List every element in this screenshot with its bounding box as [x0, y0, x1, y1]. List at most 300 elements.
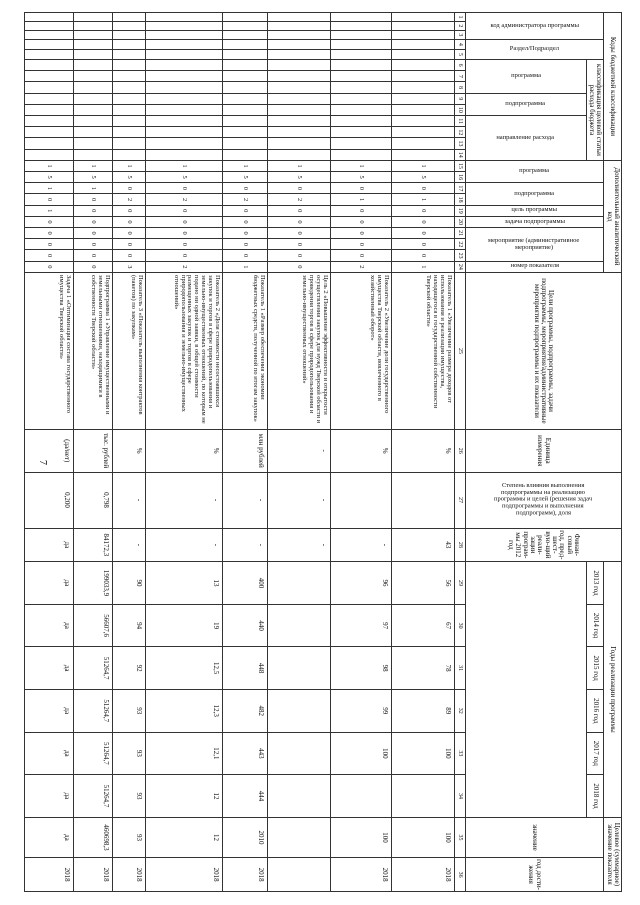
code-digit [222, 13, 267, 22]
code-digit: 0 [112, 228, 145, 239]
code-digit: 0 [391, 228, 454, 239]
column-number: 17 [454, 183, 465, 194]
row-year-value: 51264,7 [73, 689, 112, 732]
code-digit [24, 104, 73, 115]
code-digit [222, 116, 267, 127]
year-of-achievement-header: год дости-жения [465, 858, 604, 892]
row-target-year: 2018 [112, 858, 145, 892]
code-digit: 2 [145, 261, 222, 272]
year-2016-header: 2016 год [586, 689, 604, 732]
row-year-value: 440 [222, 604, 267, 647]
code-digit: 0 [145, 239, 222, 250]
row-year-value: 56607,6 [73, 604, 112, 647]
code-digit [73, 39, 112, 49]
code-digit [112, 116, 145, 127]
code-digit [391, 71, 454, 82]
code-digit: 0 [222, 183, 267, 194]
code-digit [112, 82, 145, 93]
an-program-header: программа [465, 160, 604, 182]
row-year-value: 99 [330, 689, 391, 732]
code-digit [24, 127, 73, 138]
code-digit: 0 [330, 183, 391, 194]
code-digit [267, 127, 330, 138]
code-digit: 0 [330, 239, 391, 250]
row-year-value: 443 [222, 732, 267, 775]
value-header: значение [465, 817, 604, 857]
row-year-value: 67 [391, 604, 454, 647]
row-year-value: 199033,9 [73, 562, 112, 605]
code-digit [145, 71, 222, 82]
column-number: 3 [454, 30, 465, 39]
code-digit: 0 [24, 239, 73, 250]
row-year-value: 51264,7 [73, 647, 112, 690]
row-base-year: - [145, 528, 222, 562]
code-digit: 0 [330, 228, 391, 239]
code-digit [391, 104, 454, 115]
row-year-value: 12 [145, 775, 222, 818]
expense-direction-header: направление расхода [465, 116, 586, 161]
year-2015-header: 2015 год [586, 647, 604, 690]
code-digit [24, 39, 73, 49]
column-numbers-row [454, 13, 465, 892]
code-digit [145, 93, 222, 104]
code-digit [267, 13, 330, 22]
row-target-value: 12 [145, 817, 222, 857]
row-target-value: 460698,3 [73, 817, 112, 857]
row-year-value: 448 [222, 647, 267, 690]
code-digit [145, 138, 222, 149]
code-digit: 0 [330, 250, 391, 261]
code-digit: 0 [145, 250, 222, 261]
code-digit: 2 [112, 194, 145, 205]
code-digit: 5 [24, 172, 73, 183]
code-digit [73, 49, 112, 59]
row-year-value: 93 [112, 732, 145, 775]
code-digit: 5 [145, 172, 222, 183]
code-digit [267, 104, 330, 115]
code-digit: 0 [222, 216, 267, 227]
code-digit: 0 [73, 250, 112, 261]
code-digit [391, 127, 454, 138]
code-digit [73, 93, 112, 104]
table-row [73, 13, 112, 892]
code-digit: 0 [222, 239, 267, 250]
row-contribution: - [112, 472, 145, 528]
code-digit [330, 116, 391, 127]
code-digit [391, 21, 454, 30]
row-base-year: - [330, 528, 391, 562]
code-digit [267, 93, 330, 104]
row-description: Подпрограмма 1 «Управление имущественными и земельными отношениями, находящимися в собственности Тверской области» [73, 272, 112, 429]
code-digit [73, 127, 112, 138]
code-digit: 0 [24, 194, 73, 205]
code-digit: 0 [267, 261, 330, 272]
header-row-1 [604, 13, 622, 892]
code-digit [145, 82, 222, 93]
code-digit [73, 71, 112, 82]
code-digit [73, 116, 112, 127]
row-year-value [267, 775, 330, 818]
code-digit: 0 [267, 183, 330, 194]
column-number: 2 [454, 21, 465, 30]
row-target-value: 93 [112, 817, 145, 857]
code-digit: 0 [391, 250, 454, 261]
column-number: 25 [454, 272, 465, 429]
code-digit: 0 [73, 228, 112, 239]
table-row [267, 13, 330, 892]
row-year-value: 56 [391, 562, 454, 605]
code-digit [73, 82, 112, 93]
code-digit: 1 [330, 160, 391, 171]
column-number: 14 [454, 149, 465, 160]
row-base-year: - [112, 528, 145, 562]
code-digit [222, 149, 267, 160]
code-digit: 2 [145, 194, 222, 205]
code-digit: 0 [73, 194, 112, 205]
row-year-value [267, 562, 330, 605]
an-subprogram-header: подпрограмма [465, 183, 604, 205]
an-indicator-header: номер показателя [465, 261, 604, 272]
row-description: Показатель 1 «Размер обеспечения экономии бюджетных средств, полученной по итогам закупок» [222, 272, 267, 429]
code-digit [267, 49, 330, 59]
code-digit [267, 71, 330, 82]
code-digit [24, 116, 73, 127]
row-unit: тыс. рублей [73, 429, 112, 472]
code-digit [391, 149, 454, 160]
column-number: 34 [454, 775, 465, 818]
row-year-value: 90 [112, 562, 145, 605]
row-year-value: да [24, 689, 73, 732]
row-year-value: да [24, 647, 73, 690]
row-year-value: да [24, 604, 73, 647]
code-digit: 1 [391, 160, 454, 171]
column-number: 31 [454, 647, 465, 690]
code-digit: 0 [267, 228, 330, 239]
column-number: 30 [454, 604, 465, 647]
code-digit [24, 149, 73, 160]
code-digit [112, 49, 145, 59]
code-digit [145, 21, 222, 30]
code-digit: 0 [267, 216, 330, 227]
code-digit: 0 [73, 261, 112, 272]
code-digit: 1 [73, 183, 112, 194]
row-target-year: 2018 [391, 858, 454, 892]
admin-code-header: код администратора программы [465, 13, 604, 40]
code-digit [222, 71, 267, 82]
code-digit: 0 [73, 205, 112, 216]
column-number: 24 [454, 261, 465, 272]
code-digit: 1 [222, 160, 267, 171]
table-row [145, 13, 222, 892]
row-contribution [330, 472, 391, 528]
code-digit [112, 13, 145, 22]
table-row [24, 13, 73, 892]
code-digit [145, 116, 222, 127]
code-digit: 0 [24, 216, 73, 227]
code-digit: 0 [391, 239, 454, 250]
row-description: Задача 1 «Оптимизация состава государственного имущества Тверской области» [24, 272, 73, 429]
code-digit [145, 104, 222, 115]
row-target-value [267, 817, 330, 857]
code-digit: 1 [391, 194, 454, 205]
row-year-value: 89 [391, 689, 454, 732]
code-digit [145, 60, 222, 71]
column-number: 36 [454, 858, 465, 892]
contribution-header: Степень влияния выполнения подпрограммы на реализацию программы и целей (решения задач подпрограммы и выполнения подпрограмм), доля [465, 472, 621, 528]
column-number: 11 [454, 116, 465, 127]
years-spacer [465, 562, 586, 818]
program-header: программа [465, 60, 586, 94]
row-year-value: 51264,7 [73, 775, 112, 818]
row-year-value: 12,1 [145, 732, 222, 775]
code-digit [391, 82, 454, 93]
row-year-value: 92 [112, 647, 145, 690]
column-number: 29 [454, 562, 465, 605]
code-digit [24, 49, 73, 59]
row-year-value: 78 [391, 647, 454, 690]
table-row [330, 13, 391, 892]
an-goal-header: цель программы [465, 205, 604, 216]
code-digit: 1 [24, 183, 73, 194]
code-digit: 1 [330, 194, 391, 205]
row-target-value: да [24, 817, 73, 857]
document-sheet [46, 12, 622, 892]
code-digit [267, 138, 330, 149]
row-contribution: - [267, 472, 330, 528]
code-digit [330, 21, 391, 30]
row-description: Показатель 2 «Доля стоимости несостоявшихся закупок и торгов в сфере природопользования и земельно-имущественных отношений, по которым не подано ни одной заявки, в общей стоимости размещенных закупок и торгов в сфере природопользования и земельно-имущественных отношений» [145, 272, 222, 429]
code-digit [145, 30, 222, 39]
column-number: 7 [454, 71, 465, 82]
code-digit [24, 82, 73, 93]
column-number: 8 [454, 82, 465, 93]
subprogram-header: подпрограмма [465, 93, 586, 115]
code-digit [391, 93, 454, 104]
code-digit [145, 49, 222, 59]
target-class-header: классификация целевой статьи расхода бюджета [586, 60, 604, 161]
year-2018-header: 2018 год [586, 775, 604, 818]
code-digit: 0 [24, 261, 73, 272]
row-unit: - [267, 429, 330, 472]
code-digit [222, 127, 267, 138]
column-number: 32 [454, 689, 465, 732]
code-digit [73, 60, 112, 71]
code-digit: 0 [267, 239, 330, 250]
row-year-value: 93 [112, 775, 145, 818]
column-number: 28 [454, 528, 465, 562]
column-number: 4 [454, 39, 465, 49]
table-row [391, 13, 454, 892]
column-number: 20 [454, 216, 465, 227]
an-event-header: мероприятие (административное мероприятие) [465, 228, 604, 262]
code-digit [24, 138, 73, 149]
row-contribution: - [145, 472, 222, 528]
row-year-value: 96 [330, 562, 391, 605]
code-digit [391, 60, 454, 71]
code-digit [267, 149, 330, 160]
row-year-value: 93 [112, 689, 145, 732]
row-target-value: 100 [391, 817, 454, 857]
code-digit: 0 [145, 228, 222, 239]
code-digit: 0 [24, 228, 73, 239]
row-target-year [267, 858, 330, 892]
row-year-value: 100 [330, 732, 391, 775]
code-digit [267, 60, 330, 71]
column-number: 26 [454, 429, 465, 472]
row-base-year: - [267, 528, 330, 562]
code-digit: 0 [330, 216, 391, 227]
code-digit [330, 127, 391, 138]
code-digit: 1 [24, 160, 73, 171]
column-number: 10 [454, 104, 465, 115]
code-digit: 0 [222, 205, 267, 216]
row-year-value [267, 604, 330, 647]
code-digit [24, 30, 73, 39]
code-digit [222, 60, 267, 71]
column-number: 27 [454, 472, 465, 528]
program-indicators-table [24, 12, 622, 892]
code-digit: 5 [391, 172, 454, 183]
row-year-value: 444 [222, 775, 267, 818]
row-target-value: 100 [330, 817, 391, 857]
code-digit: 0 [145, 216, 222, 227]
code-digit [112, 21, 145, 30]
rotated-table-wrapper [46, 12, 622, 892]
unit-header: Единица измерения [465, 429, 621, 472]
code-digit [24, 93, 73, 104]
code-digit [391, 49, 454, 59]
code-digit [145, 127, 222, 138]
code-digit [330, 71, 391, 82]
an-task-header: задача подпрограммы [465, 216, 604, 227]
row-year-value: 51264,7 [73, 732, 112, 775]
code-digit [24, 60, 73, 71]
row-year-value: да [24, 562, 73, 605]
code-digit: 1 [145, 160, 222, 171]
code-digit: 0 [391, 205, 454, 216]
row-year-value: 13 [145, 562, 222, 605]
code-digit: 0 [112, 205, 145, 216]
row-description: Показатель 3 «Показатель выполнения контрактов (пакетов) по закупкам» [112, 272, 145, 429]
code-digit [330, 138, 391, 149]
code-digit [267, 21, 330, 30]
code-digit: 1 [112, 160, 145, 171]
row-target-year: 2018 [24, 858, 73, 892]
code-digit: 0 [222, 228, 267, 239]
code-digit [73, 13, 112, 22]
code-digit [267, 30, 330, 39]
row-year-value: 98 [330, 647, 391, 690]
code-digit [391, 116, 454, 127]
code-digit [222, 30, 267, 39]
code-digit [391, 13, 454, 22]
code-digit [112, 60, 145, 71]
code-digit [330, 30, 391, 39]
code-digit: 1 [391, 261, 454, 272]
column-number: 19 [454, 205, 465, 216]
row-year-value: 482 [222, 689, 267, 732]
code-digit [330, 93, 391, 104]
row-unit: % [391, 429, 454, 472]
code-digit [112, 71, 145, 82]
code-digit [73, 30, 112, 39]
row-target-value: 2010 [222, 817, 267, 857]
row-description: Цель 2 «Повышение эффективности и открытости осуществления закупок для нужд Тверской области и проведения торгов в сфере природопользования и земельно-имущественных отношений» [267, 272, 330, 429]
column-number: 33 [454, 732, 465, 775]
row-year-value: 19 [145, 604, 222, 647]
row-contribution [391, 472, 454, 528]
row-target-year: 2018 [222, 858, 267, 892]
row-base-year: 84172,3 [73, 528, 112, 562]
row-unit: (да/нет) [24, 429, 73, 472]
page-number: 7 [37, 460, 48, 465]
fin-year-header: Финан-совый год, пред-шест-вую-щий реали-зации програм-мы 2012 год [465, 528, 621, 562]
code-digit: 5 [267, 172, 330, 183]
code-digit: 0 [222, 250, 267, 261]
column-number: 12 [454, 127, 465, 138]
code-digit [112, 39, 145, 49]
code-digit [330, 13, 391, 22]
code-digit [73, 21, 112, 30]
row-year-value [391, 775, 454, 818]
code-digit [24, 71, 73, 82]
code-digit: 1 [222, 261, 267, 272]
code-digit [222, 82, 267, 93]
row-description: Показатель 2 «Увеличение доли государственного имущества Тверской области, вовлеченного в хозяйственный оборот» [330, 272, 391, 429]
target-value-header: Целевое (суммарное) значение показателя [604, 817, 622, 891]
row-target-year: 2018 [145, 858, 222, 892]
code-digit [222, 49, 267, 59]
code-digit [330, 49, 391, 59]
column-number: 1 [454, 13, 465, 22]
code-digit [112, 149, 145, 160]
row-description: Показатель 1 «Увеличение размера доходов от использования и реализации имущества, находящегося в государственной собственности Тверской области» [391, 272, 454, 429]
code-digit: 1 [24, 205, 73, 216]
code-digit: 5 [222, 172, 267, 183]
row-year-value [267, 732, 330, 775]
row-year-value: 94 [112, 604, 145, 647]
code-digit [267, 82, 330, 93]
code-digit [330, 82, 391, 93]
code-digit: 0 [145, 183, 222, 194]
code-digit [24, 21, 73, 30]
code-digit [73, 138, 112, 149]
code-digit [222, 39, 267, 49]
code-digit [330, 60, 391, 71]
row-contribution: 0,798 [73, 472, 112, 528]
years-of-realization-header: Годы реализации программы [604, 562, 622, 818]
row-unit: % [145, 429, 222, 472]
row-base-year: - [222, 528, 267, 562]
column-number: 13 [454, 138, 465, 149]
code-digit: 0 [391, 216, 454, 227]
column-number: 22 [454, 239, 465, 250]
code-digit: 0 [112, 239, 145, 250]
code-digit: 0 [145, 205, 222, 216]
code-digit [330, 39, 391, 49]
column-number: 5 [454, 49, 465, 59]
code-digit: 3 [112, 261, 145, 272]
column-number: 9 [454, 93, 465, 104]
code-digit: 0 [73, 239, 112, 250]
code-digit [222, 93, 267, 104]
row-year-value: 100 [391, 732, 454, 775]
row-year-value [267, 647, 330, 690]
code-digit [222, 138, 267, 149]
row-unit: % [112, 429, 145, 472]
row-year-value [330, 775, 391, 818]
code-digit [73, 149, 112, 160]
